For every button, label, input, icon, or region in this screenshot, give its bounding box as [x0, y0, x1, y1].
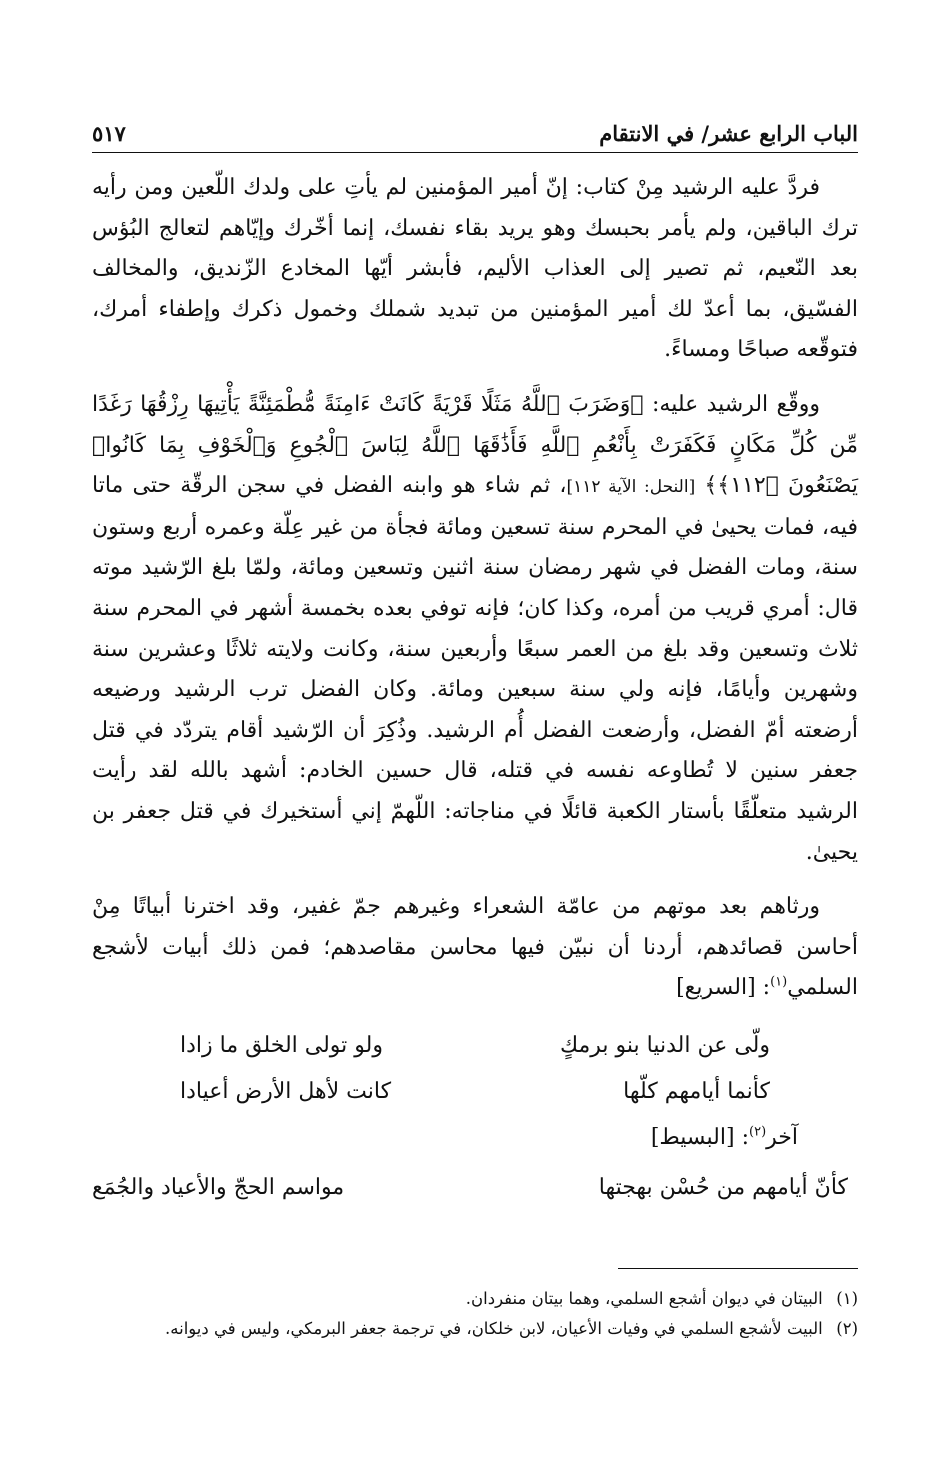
poem-2-intro: [92, 1115, 858, 1161]
paragraph-2: [92, 385, 858, 873]
paragraph-3: [92, 887, 858, 1009]
poem-1-line-2: [92, 1069, 858, 1115]
footnote-ref-1: (١): [770, 974, 788, 990]
meter-label-1: : [السريع]: [676, 975, 771, 1001]
footnote-1-text: البيتان في ديوان أشجع السلمي، وهما بيتان منفردان.: [465, 1289, 823, 1308]
paragraph-3-text: ورثاهم بعد موتهم من عامّة الشعراء وغيرهم جمّ غفير، وقد اخترنا أبياتًا مِنْ أحاسن قصائدهم، أردنا أن نبيّن فيها محاسن مقاصدهم؛ فمن ذلك أبيات لأشجع السلمي: [92, 894, 858, 1001]
paragraph-2-body: ، ثم شاء هو وابنه الفضل في سجن الرقّة حتى ماتا فيه، فمات يحيىٰ في المحرم سنة تسعين ومائة فجأة من غير عِلّة وعمره أربع وستون سنة، ومات الفضل في شهر رمضان سنة اثنين وتسعين ومائة، ولمّا بلغ الرّشيد موته قال: أمري قريب من أمره، وكذا كان؛ فإنه توفي بعده بخمسة أشهر في المحرم سنة ثلاث وتسعين وقد بلغ من العمر سبعًا وأربعين سنة، وكانت ولايته ثلاثًا وعشرين سنة وشهرين وأيامًا، فإنه ولي سنة سبعين ومائة. وكان الفضل ترب الرشيد ورضيعه أرضعته أمّ الفضل، وأرضعت الفضل أُم الرشيد. وذُكِرَ أن الرّشيد أقام يتردّد في قتل جعفر سنين لا تُطاوعه نفسه في قتله، قال حسين الخادم: أشهد بالله لقد رأيت الرشيد متعلّقًا بأستار الكعبة قائلًا في مناجاته: اللّهمّ إني أستخيرك في قتل جعفر بن يحيىٰ.: [92, 473, 858, 865]
footnote-ref-2: (٢): [749, 1124, 767, 1140]
footnote-divider: [618, 1268, 858, 1269]
meter-label-2: : [البسيط]: [650, 1124, 749, 1150]
footnote-2: [92, 1314, 858, 1344]
footnote-2-text: البيت لأشجع السلمي في وفيات الأعيان، لابن خلكان، في ترجمة جعفر البرمكي، وليس في ديوانه.: [165, 1319, 823, 1338]
quran-citation: [النحل: الآية ١١٢]: [566, 477, 696, 498]
main-text: [92, 168, 858, 1211]
running-header: [92, 110, 858, 146]
hemistich-left: ولو تولى الخلق ما زادا: [180, 1032, 383, 1058]
poem-2: [92, 1165, 858, 1211]
footnote-1: [92, 1284, 858, 1314]
paragraph-1: فردَّ عليه الرشيد مِنْ كتاب: إنّ أمير المؤمنين لم يأتِ على ولدك اللّعين ومن رأيه ترك الباقين، ولم يأمر بحبسك وهو يريد بقاء نفسك، إنما أخّرك وإيّاهم لتعالج البُؤس بعد النّعيم، ثم تصير إلى العذاب الأليم، فأبشر أيّها المخادع الزّنديق، والمخالف الفسّيق، بما أعدّ لك أمير المؤمنين من تبديد شملك وخمول ذكرك وإطفاء أمرك، فتوقّعه صباحًا ومساءً.: [92, 175, 858, 363]
hemistich-right: ولّى عن الدنيا بنو برمكٍ: [559, 1032, 770, 1058]
quran-verse: ﴿وَضَرَبَ ٱللَّهُ مَثَلًا قَرْيَةً كَانَتْ ءَامِنَةً مُّطْمَئِنَّةً يَأْتِيهَا رِزْقُهَا رَغَدًا مِّن كُلِّ مَكَانٍ فَكَفَرَتْ بِأَنْعُمِ ٱللَّهِ فَأَذَٰقَهَا ٱللَّهُ لِبَاسَ ٱلْجُوعِ وَٱلْخَوْفِ بِمَا كَانُوا۟ يَصْنَعُونَ ﴿١١٢﴾﴾: [92, 391, 858, 499]
chapter-title: الباب الرابع عشر/ في الانتقام: [599, 121, 858, 146]
hemistich-left: مواسم الحجّ والأعياد والجُمَع: [92, 1174, 345, 1200]
hemistich-right: كأنّ أيامهم من حُسْن بهجتها: [598, 1174, 848, 1200]
poem-2-intro-text: آخر: [766, 1124, 798, 1150]
hemistich-right: كأنما أيامهم كلّها: [623, 1078, 770, 1104]
paragraph-2-intro: ووقّع الرشيد عليه:: [643, 391, 820, 417]
hemistich-left: كانت لأهل الأرض أعيادا: [180, 1078, 392, 1104]
footnote-1-number: (١): [836, 1289, 858, 1308]
page-number: ٥١٧: [92, 121, 126, 146]
poem-1-line-1: [92, 1023, 858, 1069]
footnotes: [92, 1284, 858, 1344]
poem-1: [92, 1023, 858, 1115]
poem-2-line-1: [92, 1165, 858, 1211]
header-divider: [92, 152, 858, 153]
footnote-2-number: (٢): [836, 1319, 858, 1338]
